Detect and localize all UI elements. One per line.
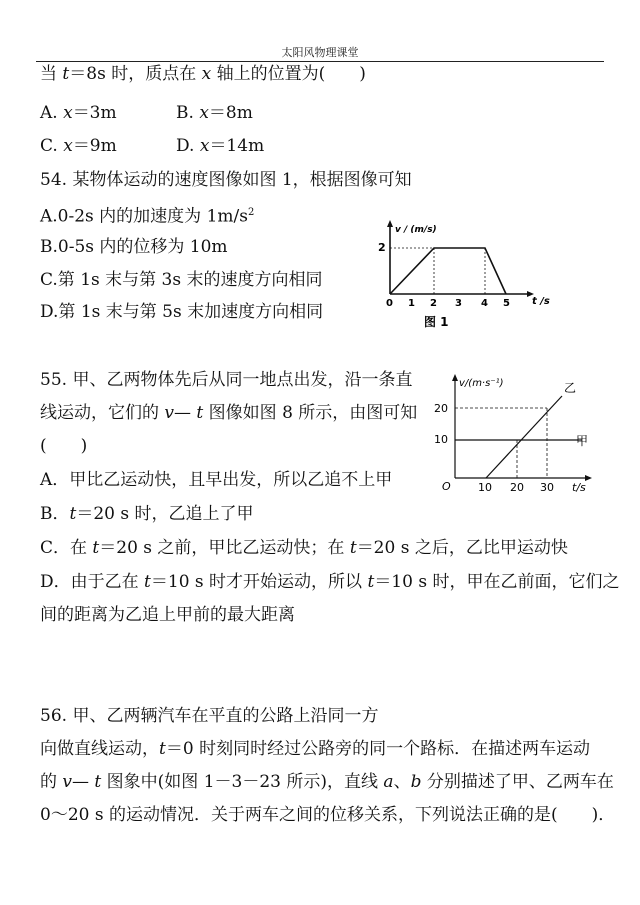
q55-xtick-10: 10 <box>478 481 492 493</box>
q54-stem: 54. 某物体运动的速度图像如图 1，根据图像可知 <box>40 170 412 190</box>
q54-ytick-2: 2 <box>378 241 386 254</box>
q54-xlabel: t /s <box>532 296 550 307</box>
q54-xtick-2: 2 <box>430 298 437 309</box>
q53-option-b: B. x＝8m <box>176 103 253 123</box>
q55-option-c: C．在 t＝20 s 之前，甲比乙运动快；在 t＝20 s 之后，乙比甲运动快 <box>40 538 568 558</box>
q55-option-d-line2: 间的距离为乙追上甲前的最大距离 <box>40 605 295 625</box>
q54-option-d: D.第 1s 末与第 5s 末加速度方向相同 <box>40 302 324 322</box>
q55-origin: O <box>442 480 451 493</box>
q54-figure <box>370 218 550 336</box>
q54-xtick-0: 0 <box>386 298 393 309</box>
q54-caption: 图 1 <box>424 315 449 329</box>
q56-stem-line4: 0～20 s 的运动情况．关于两车之间的位移关系，下列说法正确的是( )． <box>40 805 616 825</box>
q55-ylabel: v/(m·s⁻¹) <box>459 378 504 389</box>
q55-xlabel: t/s <box>572 481 586 493</box>
q55-option-d-line1: D．由于乙在 t＝10 s 时才开始运动，所以 t＝10 s 时，甲在乙前面，它们之 <box>40 572 620 592</box>
q54-option-b: B.0-5s 内的位移为 10m <box>40 237 228 257</box>
q55-option-a: A．甲比乙运动快，且早出发，所以乙追不上甲 <box>40 470 393 490</box>
q54-xtick-4: 4 <box>481 298 488 309</box>
q54-velocity-line <box>390 248 506 294</box>
page-header: 太阳风物理课堂 <box>281 46 359 59</box>
q53-option-a: A. x＝3m <box>40 103 117 123</box>
q55-label-yi: 乙 <box>564 381 577 395</box>
q54-xtick-5: 5 <box>503 298 510 309</box>
q55-answer-bracket: ( ) <box>40 436 88 456</box>
q56-stem-line3: 的 v— t 图象中(如图 1－3－23 所示)，直线 a、b 分别描述了甲、乙两车在 <box>40 772 614 792</box>
q54-xtick-3: 3 <box>455 298 462 309</box>
q54-xtick-1: 1 <box>408 298 415 309</box>
q55-ytick-20: 20 <box>434 402 448 415</box>
q53-stem: 当 t＝8s 时，质点在 x 轴上的位置为( ) <box>40 64 366 84</box>
q56-stem-line1: 56. 甲、乙两辆汽车在平直的公路上沿同一方 <box>40 706 379 726</box>
q54-ylabel: v / (m/s) <box>395 225 437 235</box>
q55-stem-line1: 55. 甲、乙两物体先后从同一地点出发，沿一条直 <box>40 370 413 390</box>
q55-ytick-10: 10 <box>434 433 448 446</box>
q55-stem-line2: 线运动，它们的 v— t 图像如图 8 所示，由图可知 <box>40 403 418 423</box>
q53-option-d: D. x＝14m <box>176 136 265 156</box>
q54-option-c: C.第 1s 末与第 3s 末的速度方向相同 <box>40 270 323 290</box>
q55-option-b: B．t＝20 s 时，乙追上了甲 <box>40 504 254 524</box>
q55-figure <box>432 368 602 493</box>
q56-stem-line2: 向做直线运动，t＝0 时刻同时经过公路旁的同一个路标．在描述两车运动 <box>40 739 591 759</box>
q54-option-a: A.0-2s 内的加速度为 $1m/s^2$ <box>40 206 255 227</box>
q55-label-jia: 甲 <box>576 434 589 448</box>
q53-option-c: C. x＝9m <box>40 136 117 156</box>
q55-xtick-20: 20 <box>510 481 524 493</box>
q55-xtick-30: 30 <box>540 481 554 493</box>
